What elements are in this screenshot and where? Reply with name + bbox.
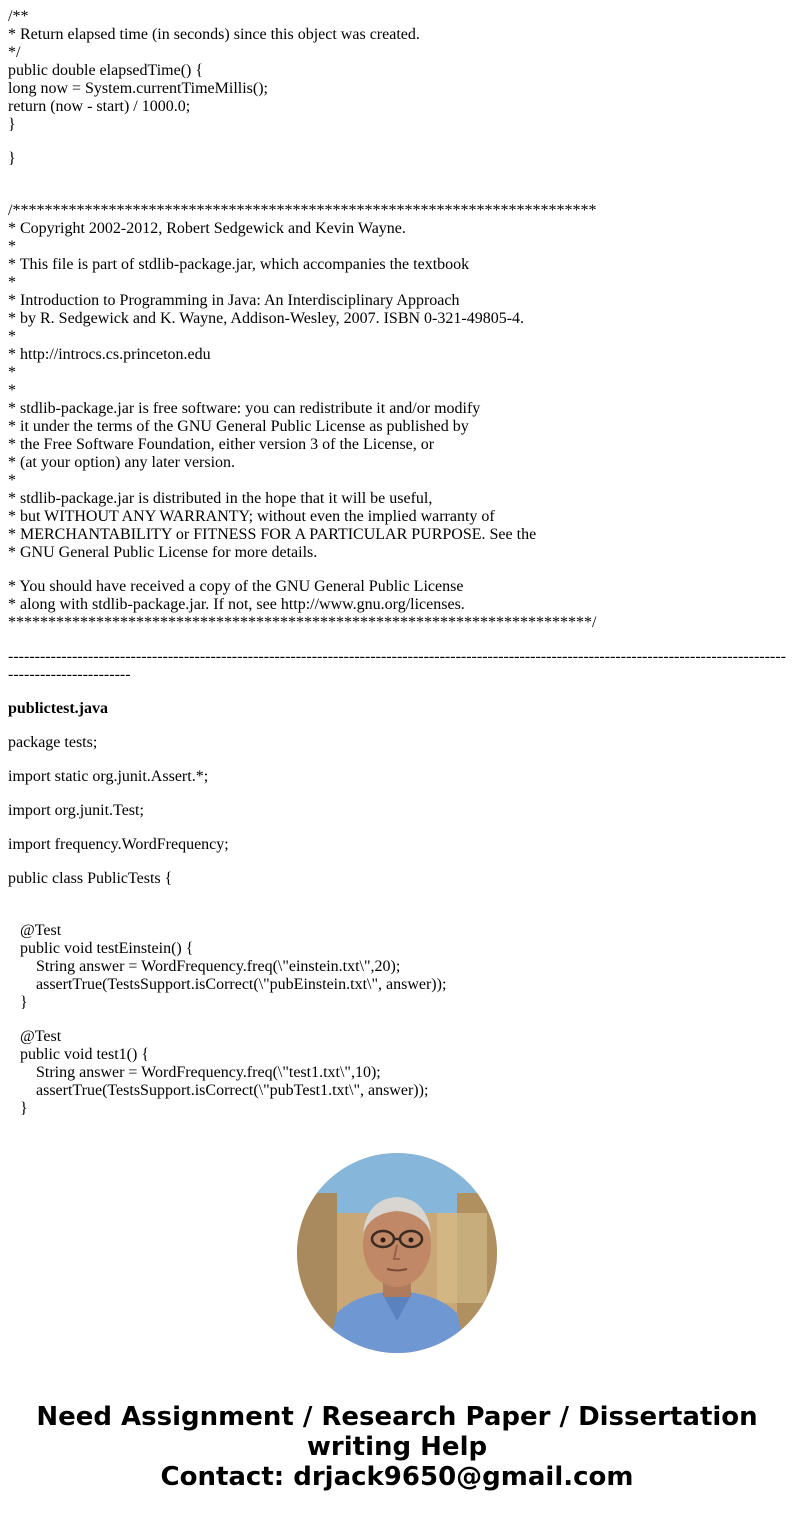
code-line: /** xyxy=(8,8,29,25)
promo-line: writing Help xyxy=(306,1432,488,1462)
code-line: @Test xyxy=(8,922,62,939)
license-line: * it under the terms of the GNU General Public License as published by xyxy=(8,418,469,435)
license-line: * the Free Software Foundation, either version 3 of the License, or xyxy=(8,436,435,453)
code-line: public double elapsedTime() { xyxy=(8,62,204,79)
license-line: * stdlib-package.jar is free software: you can redistribute it and/or modify xyxy=(8,400,481,417)
code-line: assertTrue(TestsSupport.isCorrect(\"pubTest1.txt\", answer)); xyxy=(8,1082,429,1099)
license-line: * http://introcs.cs.princeton.edu xyxy=(8,346,211,363)
class-declaration: public class PublicTests { xyxy=(8,870,173,887)
import-statement: import frequency.WordFrequency; xyxy=(8,836,229,853)
code-line: } xyxy=(8,116,16,133)
separator-rule: ------------------------------------------------------------------------------------------------------------------------------------------------------------------------- xyxy=(8,648,786,683)
code-line: } xyxy=(8,994,28,1011)
document-page xyxy=(8,8,786,1118)
license-line: *************************************************************************/ xyxy=(8,614,597,631)
avatar xyxy=(297,1153,497,1353)
promo-contact: Contact: drjack9650@gmail.com xyxy=(160,1462,634,1492)
code-line: public void test1() { xyxy=(8,1046,149,1063)
license-line: * along with stdlib-package.jar. If not, see http://www.gnu.org/licenses. xyxy=(8,596,465,613)
code-line: String answer = WordFrequency.freq(\"test1.txt\",10); xyxy=(8,1064,381,1081)
license-line: * (at your option) any later version. xyxy=(8,454,236,471)
package-statement: package tests; xyxy=(8,734,98,751)
top-code-block xyxy=(8,8,786,134)
import-statement: import org.junit.Test; xyxy=(8,802,144,819)
code-line: */ xyxy=(8,44,21,61)
code-line: @Test xyxy=(8,1028,62,1045)
code-line: assertTrue(TestsSupport.isCorrect(\"pubEinstein.txt\", answer)); xyxy=(8,976,447,993)
code-line: String answer = WordFrequency.freq(\"einstein.txt\",20); xyxy=(8,958,401,975)
test-method-einstein xyxy=(8,922,786,1012)
import-statement: import static org.junit.Assert.*; xyxy=(8,768,209,785)
license-line: * xyxy=(8,238,16,255)
license-line: * xyxy=(8,274,16,291)
promo-banner xyxy=(0,1402,794,1492)
code-line: long now = System.currentTimeMillis(); xyxy=(8,80,268,97)
person-photo-icon xyxy=(297,1153,497,1353)
license-line: * You should have received a copy of the GNU General Public License xyxy=(8,578,464,595)
file-heading: publictest.java xyxy=(8,700,108,717)
license-line: * Copyright 2002-2012, Robert Sedgewick and Kevin Wayne. xyxy=(8,220,406,237)
license-line: * xyxy=(8,472,16,489)
closing-brace: } xyxy=(8,150,16,167)
license-line: * xyxy=(8,328,16,345)
test-method-test1 xyxy=(8,1028,786,1118)
license-line: * MERCHANTABILITY or FITNESS FOR A PARTICULAR PURPOSE. See the xyxy=(8,526,537,543)
license-line: * stdlib-package.jar is distributed in the hope that it will be useful, xyxy=(8,490,433,507)
license-line: * by R. Sedgewick and K. Wayne, Addison-Wesley, 2007. ISBN 0-321-49805-4. xyxy=(8,310,525,327)
license-line: * GNU General Public License for more details. xyxy=(8,544,318,561)
license-line: * Introduction to Programming in Java: An Interdisciplinary Approach xyxy=(8,292,460,309)
license-line: * but WITHOUT ANY WARRANTY; without even the implied warranty of xyxy=(8,508,495,525)
license-line: * xyxy=(8,364,16,381)
code-line: return (now - start) / 1000.0; xyxy=(8,98,191,115)
promo-line: Need Assignment / Research Paper / Dissertation xyxy=(36,1402,758,1432)
code-line: public void testEinstein() { xyxy=(8,940,194,957)
license-line: * xyxy=(8,382,16,399)
code-line: * Return elapsed time (in seconds) since this object was created. xyxy=(8,26,420,43)
license-line: * This file is part of stdlib-package.jar, which accompanies the textbook xyxy=(8,256,470,273)
license-comment-block xyxy=(8,202,786,632)
code-line: } xyxy=(8,1100,28,1117)
license-line: /************************************************************************* xyxy=(8,202,597,219)
